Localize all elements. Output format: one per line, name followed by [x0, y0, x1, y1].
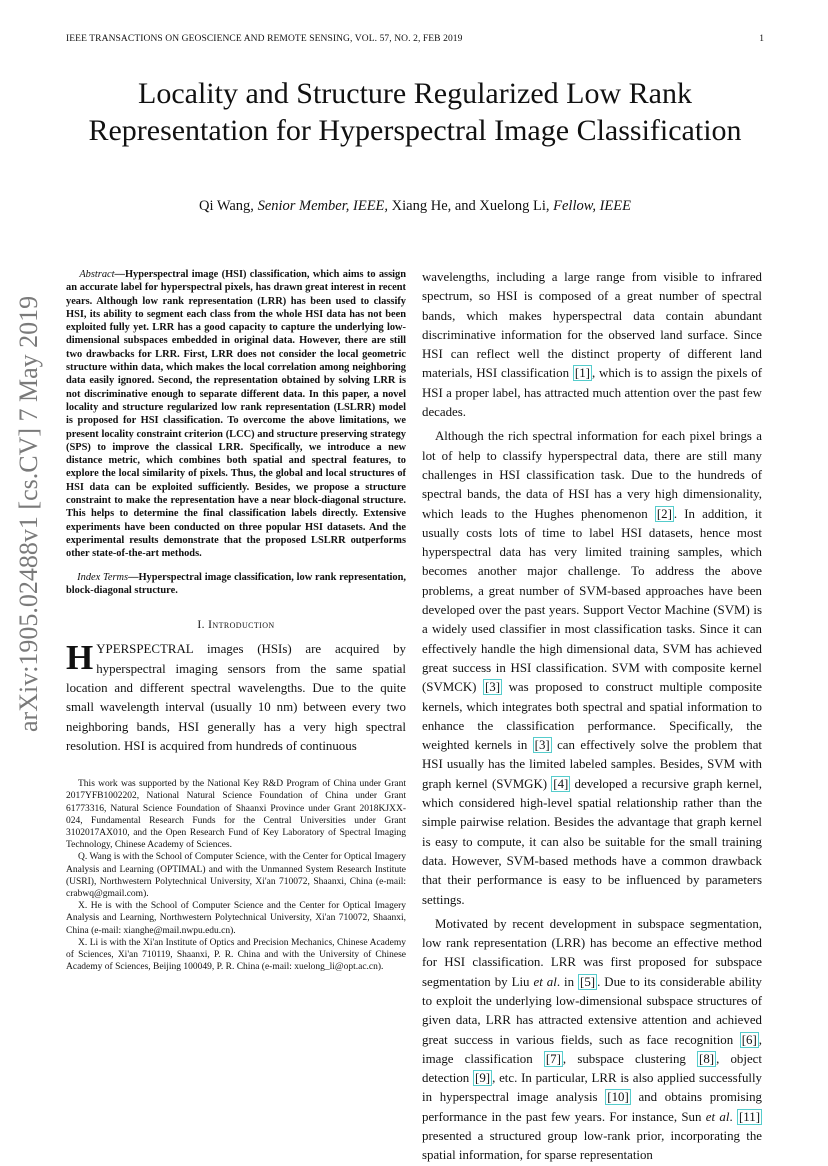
footnote-author-2: X. He is with the School of Computer Science and the Center for Optical Imagery Analysis and Learning, Northwestern Polytechnical University, Xi'an 710072, Shaanxi, China (e-mail: xianghe@mail.nwpu.edu.cn).: [66, 901, 406, 936]
text-run: developed a recursive graph kernel, which considered high-level spatial relationship rather than the simple pairwise relation. Besides the advantage that graph kernel is easy to compute, it can also be suitable for the small training data. However, SVM-based methods have a common drawback that their performance is easy to be influenced by parameters settings.: [422, 776, 763, 907]
intro-paragraph: [66, 640, 406, 756]
citation-link[interactable]: [8]: [699, 1051, 715, 1066]
et-al: et al: [705, 1109, 730, 1124]
right-column: [422, 268, 762, 1166]
citation-link[interactable]: [11]: [739, 1109, 760, 1124]
drop-cap: H: [66, 638, 94, 678]
text-run: presented a structured group low-rank prior, incorporating the spatial information, for sparse representation: [422, 1129, 762, 1163]
arxiv-stamp-text: arXiv:1905.02488v1 [cs.CV] 7 May 2019: [14, 295, 43, 732]
abstract-lead: Abstract: [79, 269, 115, 280]
footnotes: [66, 778, 406, 973]
citation-link[interactable]: [7]: [545, 1051, 561, 1066]
text-run: . In addition, it usually costs lots of time to label HSI datasets, hence most hyperspectral data has very limited training samples, which becomes another major challenge. To address the above problems, a great number of SVM-based approaches have been developed over the past years. Support Vector Machine (SVM) is a widely used classifier in most classification tasks. Since it can effectively handle the high dimensional data, SVM has achieved great success in HSI classification. SVM with composite kernel (SVMCK): [422, 506, 762, 695]
text-run: , subspace clustering: [562, 1051, 698, 1066]
text-run: wavelengths, including a large range from visible to infrared spectrum, so HSI is composed of a great number of spectral bands, which makes hyperspectral data contain abundant discriminative information for the observed land surface. Since HSI can reflect well the distinct property of different land materials, HSI classification: [422, 270, 762, 381]
running-head: IEEE TRANSACTIONS ON GEOSCIENCE AND REMOTE SENSING, VOL. 57, NO. 2, FEB 2019: [66, 34, 463, 44]
author-line: [70, 198, 760, 215]
text-run: , image classification: [422, 1032, 762, 1066]
text-run: Although the rich spectral information for each pixel brings a lot of help to classify hyperspectral data, there are still many challenges in HSI classification task. Due to the hundreds of spectral bands, the data of HSI has a very high dimensionality, which leads to the Hughes phenomenon: [422, 429, 762, 521]
text-run: . in: [556, 974, 579, 989]
citation-link[interactable]: [6]: [741, 1032, 757, 1047]
footnote-author-3: X. Li is with the Xi'an Institute of Optics and Precision Mechanics, Chinese Academy of Sciences, Xi'an 710119, Shaanxi, P. R. China and with the University of Chinese Academy of Sciences, Beijing 100049, P. R. China (e-mail: xuelong_li@opt.ac.cn).: [66, 937, 406, 973]
text-run: can effectively solve the problem that HSI usually has the limited labeled samples. Besides, SVM with graph kernel (SVMGK): [422, 738, 762, 791]
citation-link[interactable]: [2]: [656, 506, 672, 521]
author-3-role: Fellow, IEEE: [553, 198, 631, 214]
section-heading: I. Introduction: [197, 619, 275, 632]
citation-link[interactable]: [5]: [580, 974, 596, 989]
index-terms-text: —Hyperspectral image classification, low rank representation, block-diagonal structure.: [66, 571, 407, 596]
text-run: , etc. In particular, LRR is also applied successfully in hyperspectral image analysis: [422, 1071, 762, 1105]
footnote-funding: This work was supported by the National Key R&D Program of China under Grant 2017YFB1002202, National Natural Science Foundation of China under Grant 61773316, Natural Science Foundation of Shaanxi Province under Grant 2018KJXX-024, Fundamental Research Funds for the Central Universities under Grant 3102017AX010, and the Open Research Fund of Key Laboratory of Spectral Imaging Technology, Chinese Academy of Sciences.: [66, 779, 406, 851]
text-run: was proposed to construct multiple composite kernels, which integrates both spectral and spatial information to enhance the classification performance. Specifically, the weighted kernels in: [422, 680, 763, 753]
abstract: [66, 268, 406, 561]
text-run: Motivated by recent development in subspace segmentation, low rank representation (LRR) has become an effective method for HSI classification. LRR was first proposed for subspace segmentation by Liu: [422, 916, 762, 989]
text-run: and obtains promising performance in the past few years. For instance, Sun: [422, 1090, 762, 1124]
citation-link[interactable]: [3]: [534, 738, 550, 753]
body-paragraph-1: [422, 268, 762, 422]
arxiv-stamp: [6, 280, 46, 740]
author-1-role: Senior Member, IEEE,: [257, 198, 389, 214]
left-column: [66, 268, 406, 973]
et-al: et al: [533, 974, 557, 989]
author-2-3: Xiang He, and Xuelong Li,: [388, 198, 554, 214]
abstract-text: —Hyperspectral image (HSI) classification, which aims to assign an accurate label for hyperspectral pixels, has drawn great interest in recent years. Although low rank representation (LRR) has been used to classify HSI, its ability to segment each class from the whole HSI data has not been exploited fully yet. LRR has a good capacity to capture the underlying low-dimensional subspaces embedded in original data. However, there are still two drawbacks for LRR. First, LRR does not consider the local geometric structure within data, which makes the local correlation among neighboring data easily ignored. Second, the representation obtained by solving LRR is not discriminative enough to separate different data. In this paper, a novel locality and structure regularized low rank representation (LSLRR) model is proposed for HSI classification. To overcome the above limitations, we present locality constraint criterion (LCC) and structure preserving strategy (SPS) to improve the classical LRR. Specifically, we introduce a new distance metric, which combines both spatial and spectral features, to explore the local similarity of pixels. Thus, the global and local structures of HSI data can be exploited sufficiently. Besides, we propose a structure constraint to make the representation have a near block-diagonal structure. This helps to determine the final classification labels directly. Extensive experiments have been conducted on three popular HSI datasets. And the experimental results demonstrate that the proposed LSLRR outperforms other state-of-the-art methods.: [66, 269, 406, 560]
text-run: , object detection: [422, 1051, 762, 1086]
footnote-author-1: Q. Wang is with the School of Computer Science, with the Center for Optical Imagery Analysis and Learning (OPTIMAL) and with the Unmanned System Research Institute (USRI), Northwestern Polytechnical University, Xi'an 710072, Shaanxi, China (e-mail: crabwq@gmail.com).: [66, 852, 406, 900]
body-paragraph-2: [422, 427, 762, 909]
page-number: 1: [759, 34, 764, 44]
citation-link[interactable]: [3]: [485, 680, 501, 695]
body-paragraph-3: [422, 915, 762, 1166]
citation-link[interactable]: [4]: [553, 776, 569, 791]
intro-text: YPERSPECTRAL images (HSIs) are acquired by hyperspectral imaging sensors from the same spatial location and different spectral wavelengths. Due to the quite small wavelength interval (usually 10 nm) between every two neighboring bands, HSI generally has a very high spectral resolution. HSI is acquired from hundreds of continuous: [66, 642, 406, 753]
index-terms-lead: Index Terms: [77, 571, 129, 583]
author-1: Qi Wang,: [198, 198, 258, 214]
citation-link[interactable]: [10]: [607, 1090, 629, 1105]
citation-link[interactable]: [9]: [475, 1071, 491, 1086]
text-run: .: [729, 1109, 737, 1124]
text-run: . Due to its considerable ability to exploit the underlying low-dimensional subspace structures of given data, LRR has attracted extensive attention and achieved great success in various fields, such as face recognition: [422, 974, 762, 1047]
paper-title: Locality and Structure Regularized Low Rank Representation for Hyperspectral Image Classification: [88, 77, 742, 147]
arxiv-stamp-graphic: [6, 280, 46, 740]
citation-link[interactable]: [1]: [574, 366, 590, 381]
text-run: , which is to assign the pixels of HSI a proper label, has attracted much attention over the past few decades.: [422, 366, 762, 420]
index-terms: [66, 571, 406, 598]
